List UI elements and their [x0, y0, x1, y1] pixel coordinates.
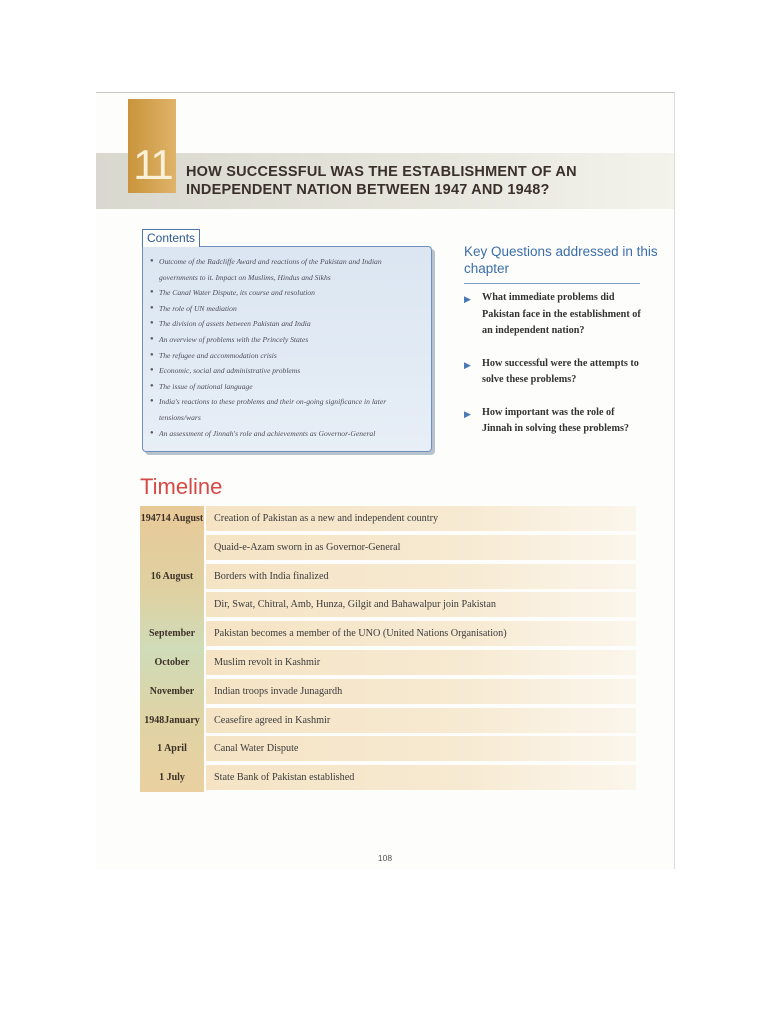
key-question-text: How successful were the attempts to solve these problems? — [482, 357, 639, 385]
triangle-bullet-icon: ▶ — [464, 408, 471, 419]
timeline-event: Canal Water Dispute — [206, 736, 636, 761]
contents-item: ● The division of assets between Pakistan and India — [159, 316, 421, 332]
timeline-event: Dir, Swat, Chitral, Amb, Hunza, Gilgit and Bahawalpur join Pakistan — [206, 592, 636, 617]
timeline-date: 16 August — [150, 570, 194, 582]
timeline-event: Ceasefire agreed in Kashmir — [206, 708, 636, 733]
timeline-date: October — [154, 656, 190, 668]
contents-item: ● Economic, social and administrative problems — [159, 363, 421, 379]
timeline-date: November — [149, 685, 195, 697]
timeline-event: Pakistan becomes a member of the UNO (United Nations Organisation) — [206, 621, 636, 646]
chapter-number: 11 — [133, 141, 171, 188]
contents-item: ● India's reactions to these problems and their on-going significance in later tensions/wars — [159, 394, 421, 425]
timeline-row — [140, 621, 636, 646]
key-questions-list — [464, 290, 644, 454]
key-question-item — [464, 405, 644, 438]
timeline-event: Muslim revolt in Kashmir — [206, 650, 636, 675]
timeline-event: Borders with India finalized — [206, 564, 636, 589]
timeline-row — [140, 765, 636, 790]
key-question-item — [464, 356, 644, 389]
timeline-row — [140, 535, 636, 560]
contents-list — [143, 247, 431, 441]
timeline-event: Creation of Pakistan as a new and independent country — [206, 506, 636, 531]
key-question-text: How important was the role of Jinnah in solving these problems? — [482, 406, 629, 434]
timeline-date — [140, 592, 204, 617]
timeline-date: 1 July — [159, 772, 185, 784]
triangle-bullet-icon: ▶ — [464, 294, 471, 304]
contents-item: ● Outcome of the Radcliffe Award and reactions of the Pakistan and Indian governments to it. Impact on Muslims, Hindus and Sikhs — [159, 254, 421, 285]
chapter-title: HOW SUCCESSFUL WAS THE ESTABLISHMENT OF AN INDEPENDENT NATION BETWEEN 1947 AND 1948? — [186, 164, 577, 198]
timeline-date: 1947 14 August — [140, 513, 204, 524]
timeline-row — [140, 679, 636, 704]
timeline-row — [140, 506, 636, 531]
timeline-date: September — [148, 628, 196, 640]
timeline-date — [140, 535, 204, 560]
chapter-number-tab — [128, 99, 176, 193]
timeline-table — [140, 506, 636, 794]
key-question-item — [464, 290, 644, 340]
timeline-row — [140, 736, 636, 761]
key-question-text: What immediate problems did Pakistan face in the establishment of an independent nation? — [482, 292, 641, 336]
contents-item: ● The Canal Water Dispute, its course and resolution — [159, 285, 421, 301]
timeline-row — [140, 708, 636, 733]
timeline-date: 1948 January — [144, 714, 200, 726]
contents-item: ● The role of UN mediation — [159, 301, 421, 317]
timeline-date: 1 April — [157, 743, 187, 755]
timeline-title: Timeline — [140, 474, 223, 499]
key-questions-title: Key Questions addressed in this chapter — [464, 244, 658, 276]
triangle-bullet-icon: ▶ — [464, 359, 471, 370]
timeline-row — [140, 592, 636, 617]
timeline-event: Indian troops invade Junagardh — [206, 679, 636, 704]
timeline-event: Quaid-e-Azam sworn in as Governor-General — [206, 535, 636, 560]
timeline-row — [140, 650, 636, 675]
book-page — [96, 92, 675, 869]
contents-box — [142, 246, 432, 452]
page-number: 108 — [377, 853, 393, 863]
contents-label: Contents — [142, 229, 200, 247]
contents-item: ● An overview of problems with the Princely States — [159, 332, 421, 348]
contents-item: ● The refugee and accommodation crisis — [159, 348, 421, 364]
contents-item: ● The issue of national language — [159, 379, 421, 395]
contents-item: ● An assessment of Jinnah's role and achievements as Governor-General — [159, 426, 421, 442]
key-questions-divider — [464, 283, 640, 284]
timeline-event: State Bank of Pakistan established — [206, 765, 636, 790]
timeline-row — [140, 564, 636, 589]
